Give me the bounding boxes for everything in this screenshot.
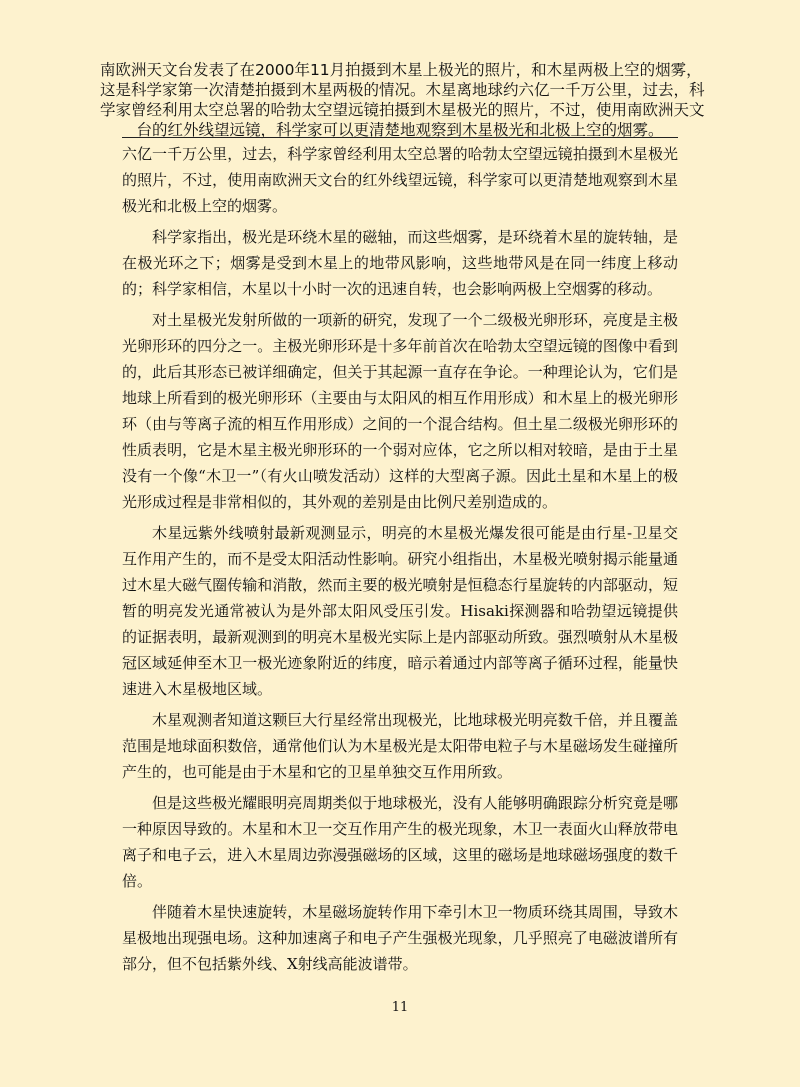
header-line: 南欧洲天文台发表了在2000年11月拍摄到木星上极光的照片，和木星两极上空的烟雾， [100, 61, 702, 79]
paragraph: 木星远紫外线喷射最新观测显示，明亮的木星极光爆发很可能是由行星-卫星交互作用产生的，而不是受太阳活动性影响。研究小组指出，木星极光喷射揭示能量通过木星大磁气圈传输和消散，然而主要的极光喷射是恒稳态行星旋转的内部驱动，短暂的明亮发光通常被认为是外部太阳风受压引发。Hisaki探测器和哈勃望远镜提供的证据表明，最新观测到的明亮木星极光实际上是内部驱动所致。强烈喷射从木星极冠区域延伸至木卫一极光迹象附近的纬度，暗示着通过内部等离子循环过程，能量快速进入木星极地区域。 [122, 524, 678, 698]
paragraph: 木星观测者知道这颗巨大行星经常出现极光，比地球极光明亮数千倍，并且覆盖范围是地球面积数倍，通常他们认为木星极光是太阳带电粒子与木星磁场发生碰撞所产生的，也可能是由于木星和它的卫星单独交互作用所致。 [122, 711, 678, 781]
header-line: 台的红外线望远镜，科学家可以更清楚地观察到木星极光和北极上空的烟雾。 [136, 121, 664, 139]
paragraph: 但是这些极光耀眼明亮周期类似于地球极光，没有人能够明确跟踪分析究竟是哪一种原因导致的。木星和木卫一交互作用产生的极光现象，木卫一表面火山释放带电离子和电子云，进入木星周边弥漫强磁场的区域，这里的磁场是地球磁场强度的数千倍。 [122, 794, 678, 890]
paragraph: 伴随着木星快速旋转，木星磁场旋转作用下牵引木卫一物质环绕其周围，导致木星极地出现强电场。这种加速离子和电子产生强极光现象，几乎照亮了电磁波谱所有部分，但不包括紫外线、X射线高能波谱带。 [122, 903, 678, 973]
paragraph: 科学家指出，极光是环绕木星的磁轴，而这些烟雾，是环绕着木星的旋转轴，是在极光环之下；烟雾是受到木星上的地带风影响，这些地带风是在同一纬度上移动的；科学家相信，木星以十小时一次的迅速自转，也会影响两极上空烟雾的移动。 [122, 228, 678, 298]
paragraph: 六亿一千万公里，过去，科学家曾经利用太空总署的哈勃太空望远镜拍摄到木星极光的照片，不过，使用南欧洲天文台的红外线望远镜，科学家可以更清楚地观察到木星极光和北极上空的烟雾。 [122, 145, 678, 215]
paragraph: 对土星极光发射所做的一项新的研究，发现了一个二级极光卵形环，亮度是主极光卵形环的四分之一。主极光卵形环是十多年前首次在哈勃太空望远镜的图像中看到的，此后其形态已被详细确定，但关于其起源一直存在争论。一种理论认为，它们是地球上所看到的极光卵形环（主要由与太阳风的相互作用形成）和木星上的极光卵形环（由与等离子流的相互作用形成）之间的一个混合结构。但土星二级极光卵形环的性质表明，它是木星主极光卵形环的一个弱对应体，它之所以相对较暗，是由于土星没有一个像“木卫一”（有火山喷发活动）这样的大型离子源。因此土星和木星上的极光形成过程是非常相似的，其外观的差别是由比例尺差别造成的。 [122, 311, 678, 511]
header-line: 学家曾经利用太空总署的哈勃太空望远镜拍摄到木星极光的照片，不过，使用南欧洲天文 [100, 101, 705, 119]
body-text [122, 141, 678, 982]
page-number: 11 [391, 1000, 409, 1015]
header-line: 这是科学家第一次清楚拍摄到木星两极的情况。木星离地球约六亿一千万公里，过去，科 [100, 81, 705, 99]
header-divider [122, 137, 678, 138]
header-caption [100, 60, 705, 140]
